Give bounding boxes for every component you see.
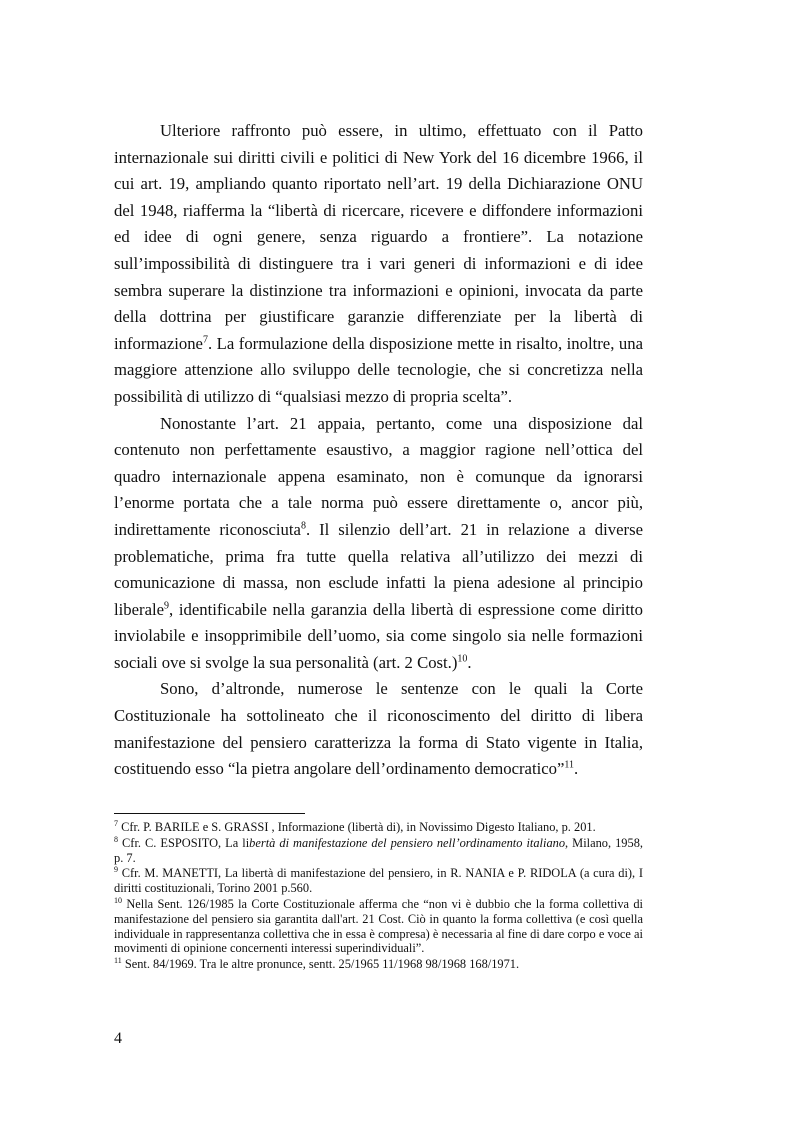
paragraph-3-text-b: . [574, 759, 579, 779]
paragraph-2-text-c: , identificabile nella garanzia della libertà di espressione come diritto inviolabile e insopprimibile dell’uomo, sia come singolo sia nelle formazioni sociali ove si svolge la sua personalità (art. 2 Cost.) [114, 599, 643, 672]
main-text [114, 118, 643, 783]
paragraph-2 [114, 411, 643, 677]
footnote-8-text-pre: Cfr. C. ESPOSITO, La li [122, 835, 250, 850]
footnotes [114, 820, 643, 973]
paragraph-3 [114, 676, 643, 782]
footnote-10-text: Nella Sent. 126/1985 la Corte Costituzionale afferma che “non vi è dubbio che la forma collettiva di manifestazione del pensiero sia garantita dall'art. 21 Cost. Ciò in quanto la forma collettiva (e così quella individuale in rappresentanza collettiva che in essa è compresa) è necessaria al fine di dare corpo e voce ai movimenti di opinione concernenti interessi superindividuali”. [114, 896, 644, 956]
footnote-ref-8[interactable]: 8 [300, 520, 306, 532]
paragraph-2-text-b: . Il silenzio dell’art. 21 in relazione a diverse problematiche, prima fra tutte quella relativa all’utilizzo dei mezzi di comunicazione di massa, non esclude infatti la piena adesione al principio liberale [114, 519, 643, 619]
footnote-7-number: 7 [114, 818, 118, 828]
footnote-8-text-post: , Milano, 1958, p. 7. [114, 835, 643, 865]
footnote-10 [114, 897, 643, 956]
paragraph-1-text-b: . La formulazione della disposizione mette in risalto, inoltre, una maggiore attenzione allo sviluppo delle tecnologie, che si concretizza nella possibilità di utilizzo di “qualsiasi mezzo di propria scelta”. [114, 333, 643, 406]
footnote-ref-7[interactable]: 7 [202, 334, 208, 346]
footnote-11-number: 11 [114, 956, 122, 966]
footnote-8-number: 8 [114, 834, 118, 844]
footnote-9 [114, 866, 643, 896]
page-number: 4 [114, 1030, 122, 1047]
footnote-11 [114, 957, 643, 972]
footnote-ref-9[interactable]: 9 [164, 600, 170, 612]
paragraph-3-text-a: Sono, d’altronde, numerose le sentenze con le quali la Corte Costituzionale ha sottolineato che il riconoscimento del diritto di libera manifestazione del pensiero caratterizza la forma di Stato vigente in Italia, costituendo esso “la pietra angolare dell’ordinamento democratico” [114, 679, 643, 779]
paragraph-1 [114, 118, 643, 411]
paragraph-2-text-d: . [467, 652, 472, 672]
footnote-10-number: 10 [114, 895, 122, 905]
footnote-7 [114, 820, 643, 835]
footnote-11-text: Sent. 84/1969. Tra le altre pronunce, sentt. 25/1965 11/1968 98/1968 168/1971. [124, 957, 520, 972]
paragraph-2-text-a: Nonostante l’art. 21 appaia, pertanto, come una disposizione dal contenuto non perfettamente esaustivo, a maggior ragione nell’ottica del quadro internazionale appena esaminato, non è comunque da ignorarsi l’enorme portata che a tale norma può essere direttamente o, ancor più, indirettamente riconosciuta [114, 413, 643, 539]
footnote-9-text: Cfr. M. MANETTI, La libertà di manifestazione del pensiero, in R. NANIA e P. RIDOLA (a cura di), I diritti costituzionali, Torino 2001 p.560. [114, 866, 643, 896]
footnote-ref-11[interactable]: 11 [564, 759, 575, 771]
footnote-9-number: 9 [114, 865, 118, 875]
footnote-ref-10[interactable]: 10 [457, 653, 468, 665]
footnote-divider [114, 813, 305, 814]
footnote-7-text: Cfr. P. BARILE e S. GRASSI , Informazione (libertà di), in Novissimo Digesto Italiano, p. 201. [121, 820, 596, 834]
paragraph-1-text-a: Ulteriore raffronto può essere, in ultimo, effettuato con il Patto internazionale sui diritti civili e politici di New York del 16 dicembre 1966, il cui art. 19, ampliando quanto riportato nell’art. 19 della Dichiarazione ONU del 1948, riafferma la “libertà di ricercare, ricevere e diffondere informazioni ed idee di ogni genere, senza riguardo a frontiere”. La notazione sull’impossibilità di distinguere tra i vari generi di informazioni e di idee sembra superare la distinzione tra informazioni e opinioni, invocata da parte della dottrina per giustificare garanzie differenziate per la libertà di informazione [114, 121, 643, 353]
footnote-8 [114, 836, 643, 866]
footnote-8-title: bertà di manifestazione del pensiero nell’ordinamento italiano [249, 835, 566, 850]
